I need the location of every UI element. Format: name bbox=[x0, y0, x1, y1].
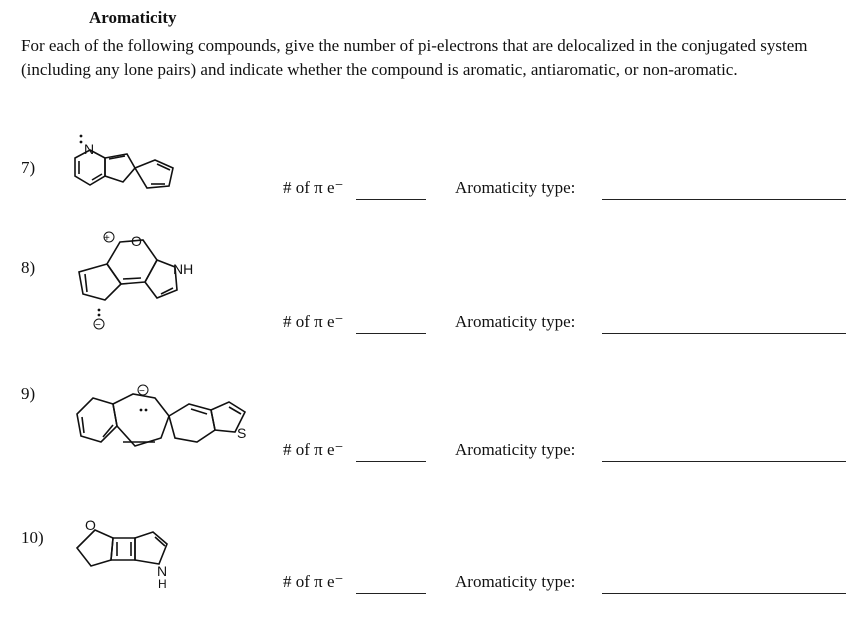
aromaticity-type-label: Aromaticity type: bbox=[455, 572, 576, 591]
pi-electron-blank[interactable] bbox=[356, 199, 426, 200]
question-number: 9) bbox=[21, 384, 36, 403]
molecule-7-structure bbox=[65, 128, 205, 208]
question-number: 7) bbox=[21, 158, 36, 177]
aromaticity-type-blank[interactable] bbox=[602, 333, 846, 334]
negative-charge: − bbox=[95, 320, 101, 331]
aromaticity-type-label: Aromaticity type: bbox=[455, 440, 576, 459]
question-number: 10) bbox=[21, 528, 44, 547]
aromaticity-type-row bbox=[455, 572, 575, 592]
aromaticity-type-label: Aromaticity type: bbox=[455, 178, 576, 197]
instructions-text: For each of the following compounds, give the number of pi-electrons that are delocalized in the conjugated system (including any lone pairs) and indicate whether the compound is aromatic, antiaromatic, or non-aromatic. bbox=[21, 36, 808, 79]
pi-electron-label: # of π e⁻ bbox=[283, 312, 344, 331]
atom-label-o: O bbox=[131, 233, 142, 249]
answer-row bbox=[283, 312, 344, 332]
aromaticity-type-row bbox=[455, 312, 575, 332]
atom-label-n: N bbox=[84, 141, 95, 157]
pi-electron-label: # of π e⁻ bbox=[283, 440, 344, 459]
atom-label-n: N bbox=[157, 563, 168, 579]
aromaticity-type-blank[interactable] bbox=[602, 199, 846, 200]
answer-row bbox=[283, 440, 344, 460]
atom-label-h: H bbox=[158, 577, 167, 591]
aromaticity-type-row bbox=[455, 178, 575, 198]
aromaticity-type-label: Aromaticity type: bbox=[455, 312, 576, 331]
molecule-10-structure bbox=[65, 508, 205, 594]
positive-charge: + bbox=[104, 233, 110, 244]
worksheet-title: Aromaticity bbox=[89, 8, 177, 27]
aromaticity-type-row bbox=[455, 440, 575, 460]
atom-label-s: S bbox=[237, 425, 247, 441]
molecule-9-structure bbox=[65, 376, 275, 466]
answer-row bbox=[283, 572, 344, 592]
pi-electron-label: # of π e⁻ bbox=[283, 572, 344, 591]
atom-label-nh: NH bbox=[173, 261, 194, 277]
aromaticity-type-blank[interactable] bbox=[602, 461, 846, 462]
molecule-8-structure bbox=[65, 222, 215, 334]
answer-row bbox=[283, 178, 344, 198]
question-number: 8) bbox=[21, 258, 36, 277]
pi-electron-blank[interactable] bbox=[356, 333, 426, 334]
atom-label-o: O bbox=[85, 517, 96, 533]
negative-charge: − bbox=[139, 386, 145, 397]
pi-electron-blank[interactable] bbox=[356, 593, 426, 594]
pi-electron-blank[interactable] bbox=[356, 461, 426, 462]
aromaticity-type-blank[interactable] bbox=[602, 593, 846, 594]
pi-electron-label: # of π e⁻ bbox=[283, 178, 344, 197]
